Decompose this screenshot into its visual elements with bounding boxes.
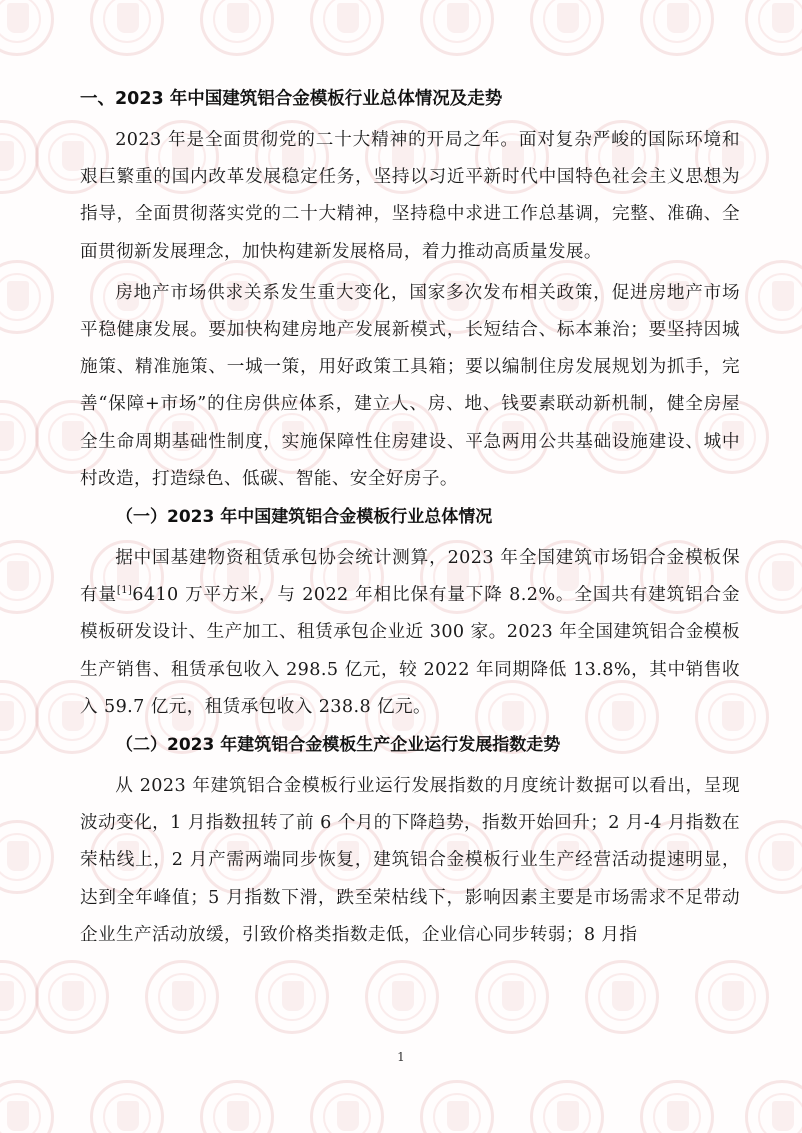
watermark-emblem-icon: [35, 960, 109, 1034]
subsection-heading-overview: （一）2023 年中国建筑铝合金模板行业总体情况: [116, 507, 493, 528]
watermark-emblem-icon: [90, 0, 164, 56]
watermark-emblem-icon: [90, 1080, 164, 1133]
watermark-emblem-icon: [745, 0, 802, 56]
paragraph-index-trend: 从 2023 年建筑铝合金模板行业运行发展指数的月度统计数据可以看出，呈现波动变化，1 月指数扭转了前 6 个月的下降趋势，指数开始回升；2 月-4 月指数在荣枯线上，2 月产需两端同步恢复，建筑铝合金模板行业生产经营活动提速明显，达到全年峰值；5 月指数下滑，跌至荣枯线下，影响因素主要是市场需求不足带动企业生产活动放缓，引致价格类指数走低，企业信心同步转弱；8 月指: [80, 776, 740, 945]
watermark-emblem-icon: [0, 680, 39, 754]
watermark-emblem-icon: [310, 0, 384, 56]
paragraph-statistics: [80, 540, 740, 726]
statistics-text-after: 6410 万平方米，与 2022 年相比保有量下降 8.2%。全国共有建筑铝合金模板研发设计、生产加工、租赁承包企业近 300 家。2023 年全国建筑铝合金模板生产销售、租赁承包收入 298.5 亿元，较 2022 年同期降低 13.8%，其中销售收入 59.7 亿元，租赁承包收入 238.8 亿元。: [80, 585, 740, 717]
footnote-ref[interactable]: [1]: [116, 585, 133, 597]
watermark-emblem-icon: [0, 960, 39, 1034]
watermark-emblem-icon: [255, 960, 329, 1034]
watermark-emblem-icon: [585, 960, 659, 1034]
watermark-emblem-icon: [530, 1080, 604, 1133]
watermark-emblem-icon: [0, 120, 39, 194]
watermark-emblem-icon: [145, 960, 219, 1034]
page-number: 1: [397, 1050, 405, 1064]
watermark-emblem-icon: [0, 260, 54, 334]
subsection-heading-index-trend: （二）2023 年建筑铝合金模板生产企业运行发展指数走势: [116, 735, 561, 756]
watermark-emblem-icon: [310, 1080, 384, 1133]
watermark-emblem-icon: [530, 0, 604, 56]
watermark-emblem-icon: [0, 400, 39, 474]
watermark-emblem-icon: [640, 0, 714, 56]
watermark-emblem-icon: [0, 0, 54, 56]
watermark-emblem-icon: [365, 960, 439, 1034]
statistics-text-before: 据中国基建物资租赁承包协会统计测算，2023 年全国建筑市场铝合金模板保有量: [80, 548, 740, 606]
watermark-emblem-icon: [420, 0, 494, 56]
watermark-emblem-icon: [0, 820, 54, 894]
watermark-emblem-icon: [640, 1080, 714, 1133]
watermark-emblem-icon: [200, 0, 274, 56]
watermark-emblem-icon: [420, 1080, 494, 1133]
watermark-emblem-icon: [745, 260, 802, 334]
watermark-emblem-icon: [745, 820, 802, 894]
watermark-emblem-icon: [745, 540, 802, 614]
watermark-emblem-icon: [695, 960, 769, 1034]
watermark-emblem-icon: [0, 540, 54, 614]
watermark-emblem-icon: [745, 1080, 802, 1133]
paragraph-intro: 2023 年是全面贯彻党的二十大精神的开局之年。面对复杂严峻的国际环境和艰巨繁重的国内改革发展稳定任务，坚持以习近平新时代中国特色社会主义思想为指导，全面贯彻落实党的二十大精神，坚持稳中求进工作总基调，完整、准确、全面贯彻新发展理念，加快构建新发展格局，着力推动高质量发展。: [80, 130, 740, 262]
watermark-emblem-icon: [475, 960, 549, 1034]
watermark-emblem-icon: [200, 1080, 274, 1133]
section-heading-main: 一、2023 年中国建筑铝合金模板行业总体情况及走势: [80, 89, 503, 109]
document-body: [80, 84, 740, 958]
watermark-emblem-icon: [0, 1080, 54, 1133]
paragraph-real-estate: 房地产市场供求关系发生重大变化，国家多次发布相关政策，促进房地产市场平稳健康发展。要加快构建房地产发展新模式，长短结合、标本兼治；要坚持因城施策、精准施策、一城一策，用好政策工具箱；要以编制住房发展规划为抓手，完善“保障+市场”的住房供应体系，建立人、房、地、钱要素联动新机制，健全房屋全生命周期基础性制度，实施保障性住房建设、平急两用公共基础设施建设、城中村改造，打造绿色、低碳、智能、安全好房子。: [80, 282, 740, 489]
